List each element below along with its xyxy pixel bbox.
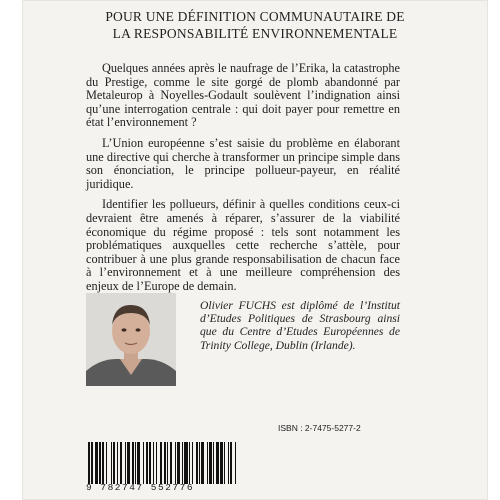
book-title-line-2: LA RESPONSABILITÉ ENVIRONNEMENTALE (112, 26, 398, 41)
author-portrait-image (86, 293, 176, 386)
author-photo (86, 293, 176, 386)
book-title (22, 8, 488, 42)
author-bio-text: est diplômé de l’Institut d’Etudes Politiques de Strasbourg ainsi que du Centre d’Etudes Européennes de Trinity College, Dublin (Irlande). (200, 299, 400, 352)
barcode-bar (236, 442, 237, 484)
book-title-line-1: POUR UNE DÉFINITION COMMUNAUTAIRE DE (105, 9, 405, 24)
blurb-paragraph-1: Quelques années après le naufrage de l’Erika, la catastrophe du Prestige, comme le site gorgé de plomb abandonné par Metaleurop à Noyelles-Godault soulèvent l’indignation ainsi qu’une interrogation centrale : qui doit payer pour remettre en état l’environnement ? (86, 61, 400, 130)
barcode (88, 442, 298, 484)
author-bio (200, 299, 400, 352)
barcode-digits: 9 782747 552776 (86, 482, 195, 493)
author-name: Olivier FUCHS (200, 299, 276, 312)
blurb-paragraph-3: Identifier les pollueurs, définir à quelles conditions ceux-ci devraient être amenés à réparer, s’assurer de la viabilité économique du régime proposé : tels sont notamment les problématiques auxquelles cette recherche s’attèle, pour contribuer à une plus grande responsabilisation de chacun face à l’environnement et à une meilleure compréhension des enjeux de l’Europe de demain. (86, 197, 400, 293)
isbn: ISBN : 2-7475-5277-2 (278, 423, 361, 433)
blurb (86, 62, 400, 301)
blurb-paragraph-2: L’Union européenne s’est saisie du problème en élaborant une directive qui cherche à transformer un principe simple dans son énonciation, le principe pollueur-payeur, en réalité juridique. (86, 135, 400, 191)
